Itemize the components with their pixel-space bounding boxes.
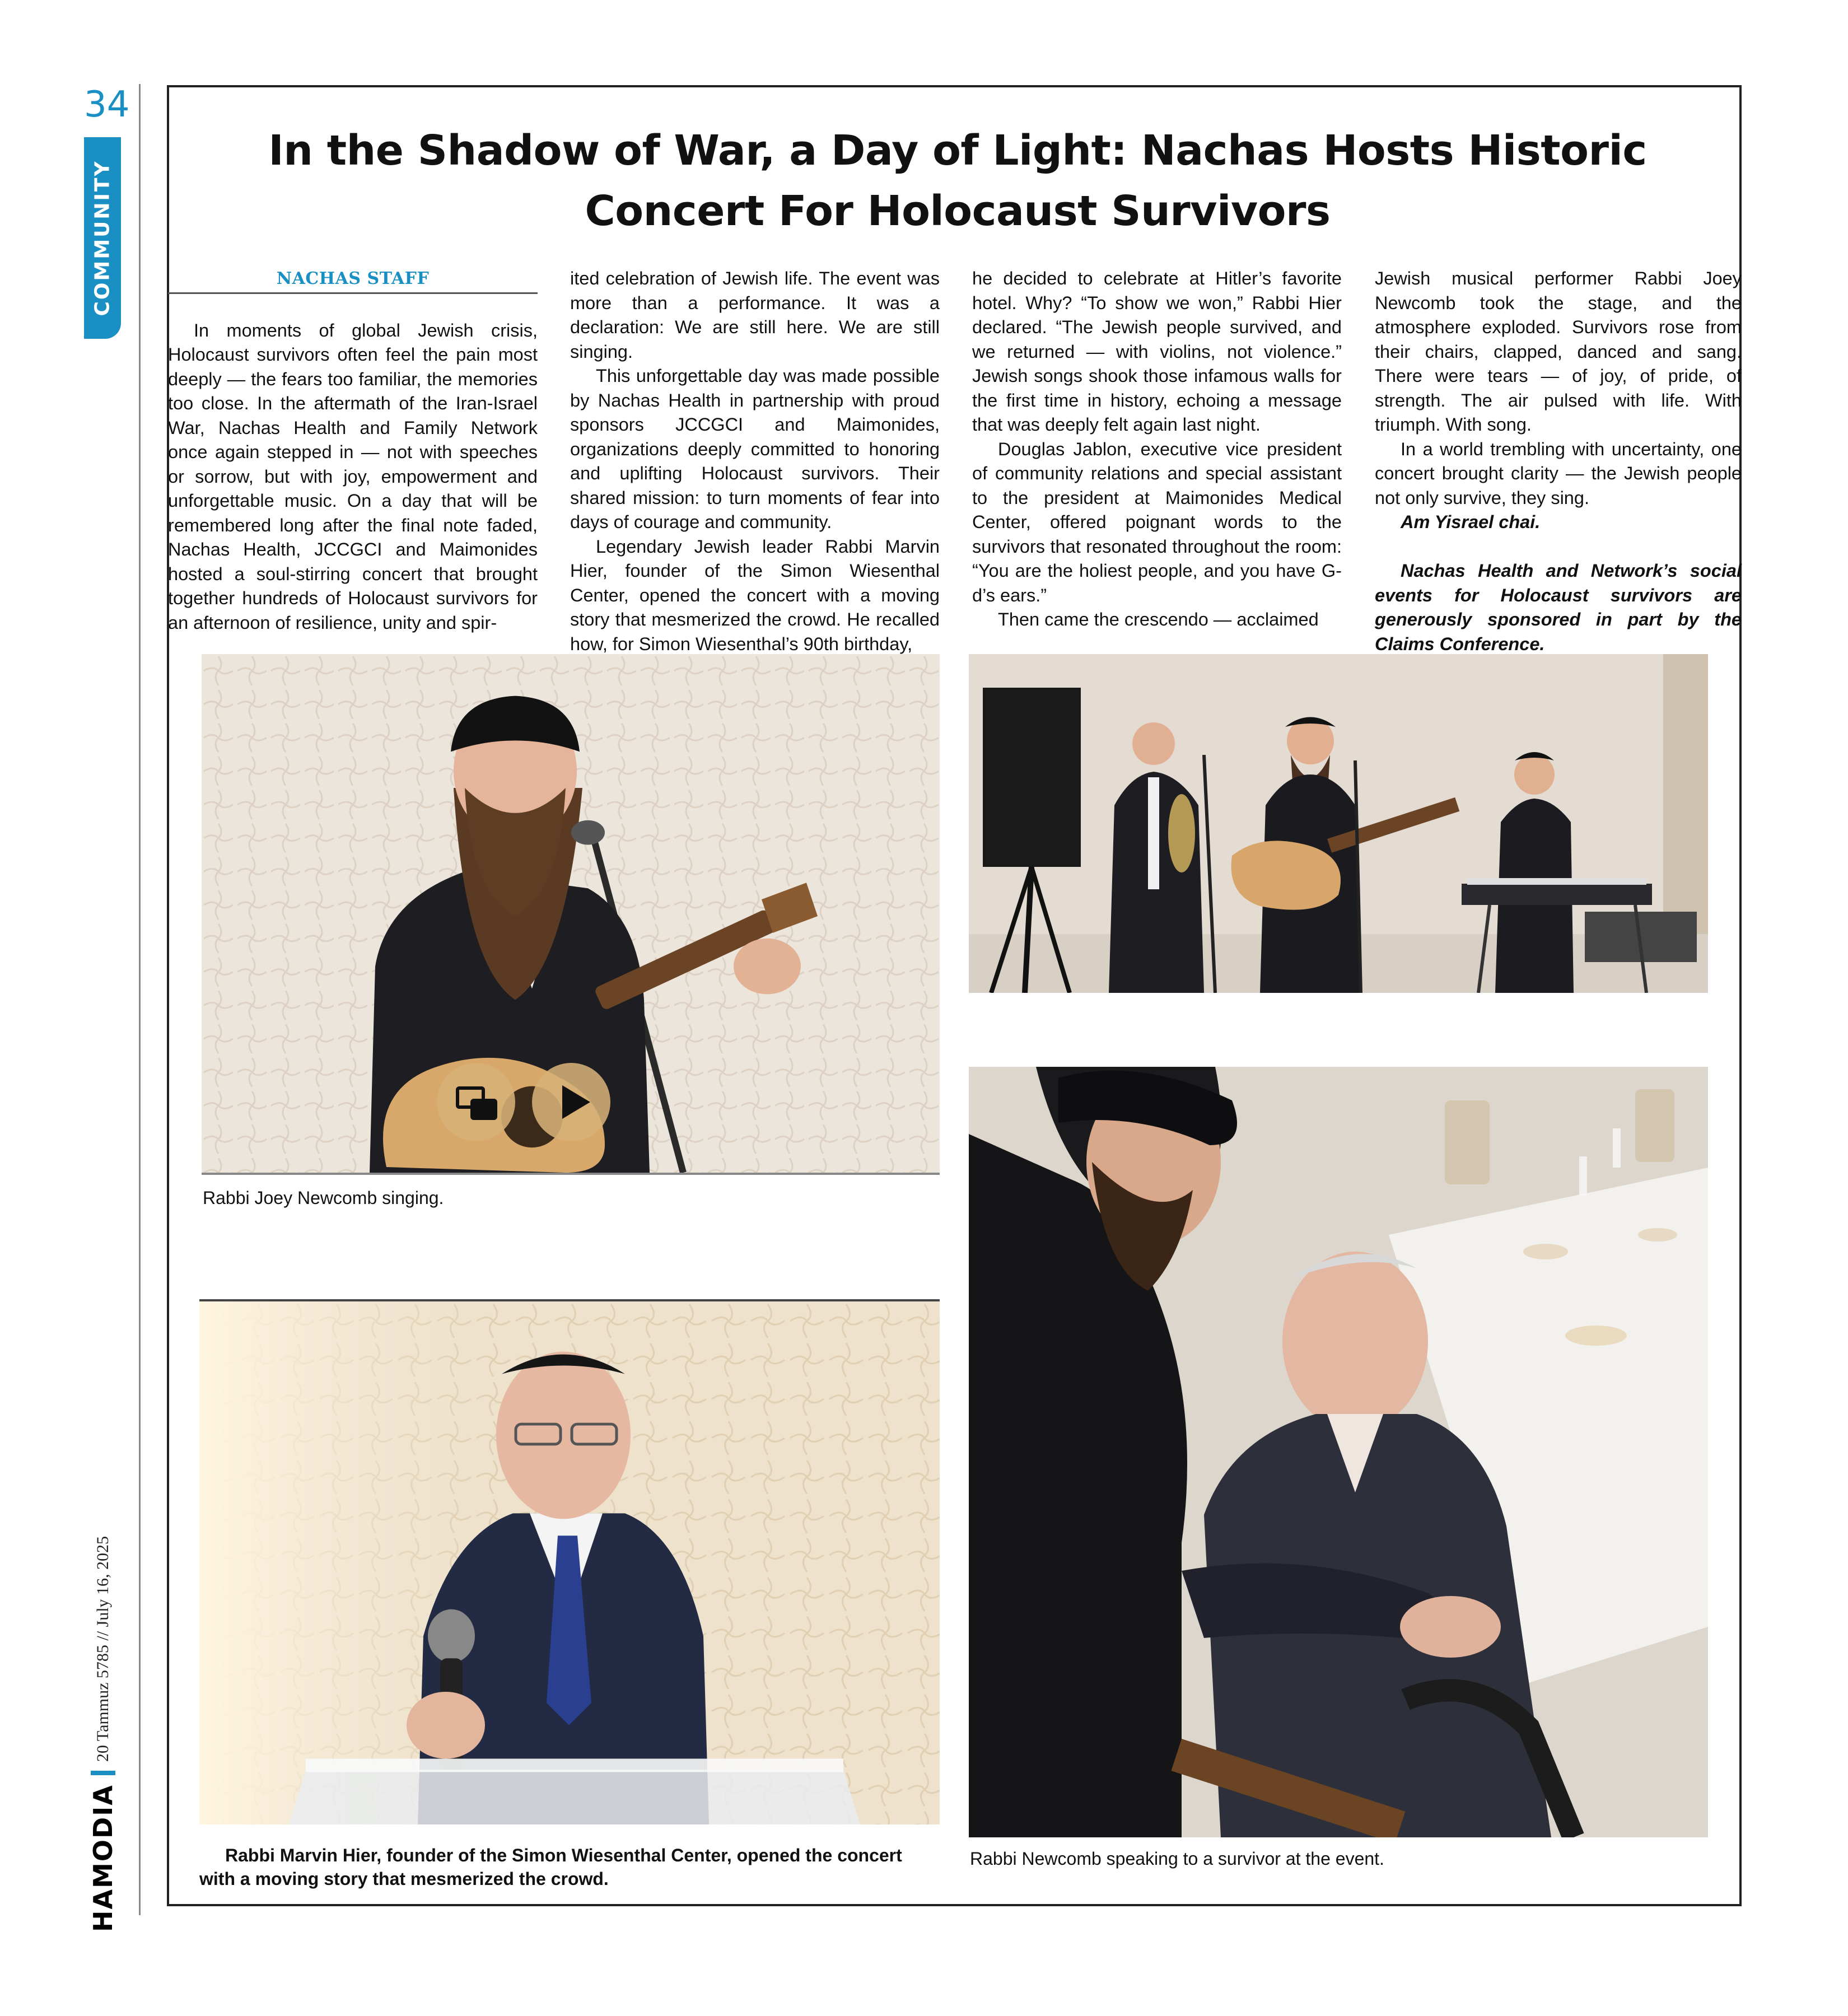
spacer — [1375, 535, 1742, 559]
body-paragraph: In a world trembling with uncertainty, one concert brought clarity — the Jewish people not only survive, they sing. — [1375, 438, 1742, 508]
photo-speaker[interactable] — [199, 1299, 940, 1824]
photo-caption: Rabbi Newcomb speaking to a survivor at the event. — [970, 1849, 1384, 1869]
closing-line: Am Yisrael chai. — [1401, 512, 1541, 532]
body-paragraph: Legendary Jewish leader Rabbi Marvin Hier, founder of the Simon Wiesenthal Center, opened the concert with a moving story that mesmerized the crowd. He recalled how, for Simon Wiesenthal’s 90th birthday, — [570, 536, 940, 654]
article-column-2 — [570, 267, 940, 656]
footer-divider — [91, 1771, 115, 1775]
body-paragraph: Douglas Jablon, executive vice president of community relations and special assistant to the president at Maimonides Medical Center, offered poignant words to the survivors that resonated throughout the room: “You are the holiest people, and you have G-d’s ears.” — [972, 438, 1342, 605]
body-paragraph: ited celebration of Jewish life. The event was more than a performance. It was a declaration: We are still here. We are still singing. — [570, 268, 940, 362]
video-controls — [437, 1063, 610, 1141]
section-tab — [84, 137, 121, 339]
play-icon[interactable] — [532, 1063, 610, 1141]
body-paragraph: Then came the crescendo — acclaimed — [998, 609, 1319, 629]
body-paragraph: Jewish musical performer Rabbi Joey Newcomb took the stage, and the atmosphere exploded. Survivors rose from their chairs, clapped, danced and sang. There were tears — of joy, of pride, of strength. The air pulsed with life. With triumph. With song. — [1375, 268, 1742, 435]
section-label: COMMUNITY — [91, 160, 114, 316]
photo-caption: Rabbi Marvin Hier, founder of the Simon Wiesenthal Center, opened the concert with a moving story that mesmerized the crowd. — [199, 1845, 902, 1889]
body-paragraph: In moments of global Jewish crisis, Holocaust survivors often feel the pain most deeply — the fears too familiar, the memories too close. In the aftermath of the Iran-Israel War, Nachas Health and Family Network once again stepped in — not with speeches or sorrow, but with joy, empowerment and unforgettable music. On a day that will be remembered long after the final note faded, Nachas Health, JCCGCI and Maimonides hosted a soul-stirring concert that brought together hundreds of Holocaust survivors for an afternoon of resilience, unity and spir- — [168, 320, 538, 633]
page-number: 34 — [84, 84, 130, 125]
headline: In the Shadow of War, a Day of Light: Nachas Hosts Historic Concert For Holocaust Survivors — [268, 127, 1647, 235]
article-column-3 — [972, 267, 1342, 632]
publication-footer — [85, 1536, 121, 1932]
sponsor-note: Nachas Health and Network’s social events for Holocaust survivors are generously sponsored in part by the Claims Conference. — [1375, 561, 1742, 654]
body-paragraph: he decided to celebrate at Hitler’s favorite hotel. Why? “To show we won,” Rabbi Hier declared. “The Jewish people survived, and we returned — with violins, not violence.” Jewish songs shook those infamous walls for the first time in history, echoing a message that was deeply felt again last night. — [972, 268, 1342, 435]
issue-date: 20 Tammuz 5785 // July 16, 2025 — [94, 1536, 112, 1762]
publication-name: HAMODIA — [88, 1784, 118, 1932]
margin-rule — [139, 84, 141, 1915]
article-column-1 — [168, 267, 538, 635]
photo-band[interactable] — [969, 654, 1708, 993]
article-column-4 — [1375, 267, 1742, 656]
photo-survivor[interactable] — [969, 1067, 1708, 1837]
photo-caption: Rabbi Joey Newcomb singing. — [203, 1188, 444, 1208]
body-paragraph: This unforgettable day was made possible by Nachas Health in partnership with proud sponsors JCCGCI and Maimonides, organizations deeply committed to honoring and uplifting Holocaust survivors. Their shared mission: to turn moments of fear into days of courage and community. — [570, 366, 940, 532]
byline: NACHAS STAFF — [168, 267, 538, 294]
picture-in-picture-icon[interactable] — [437, 1063, 515, 1141]
